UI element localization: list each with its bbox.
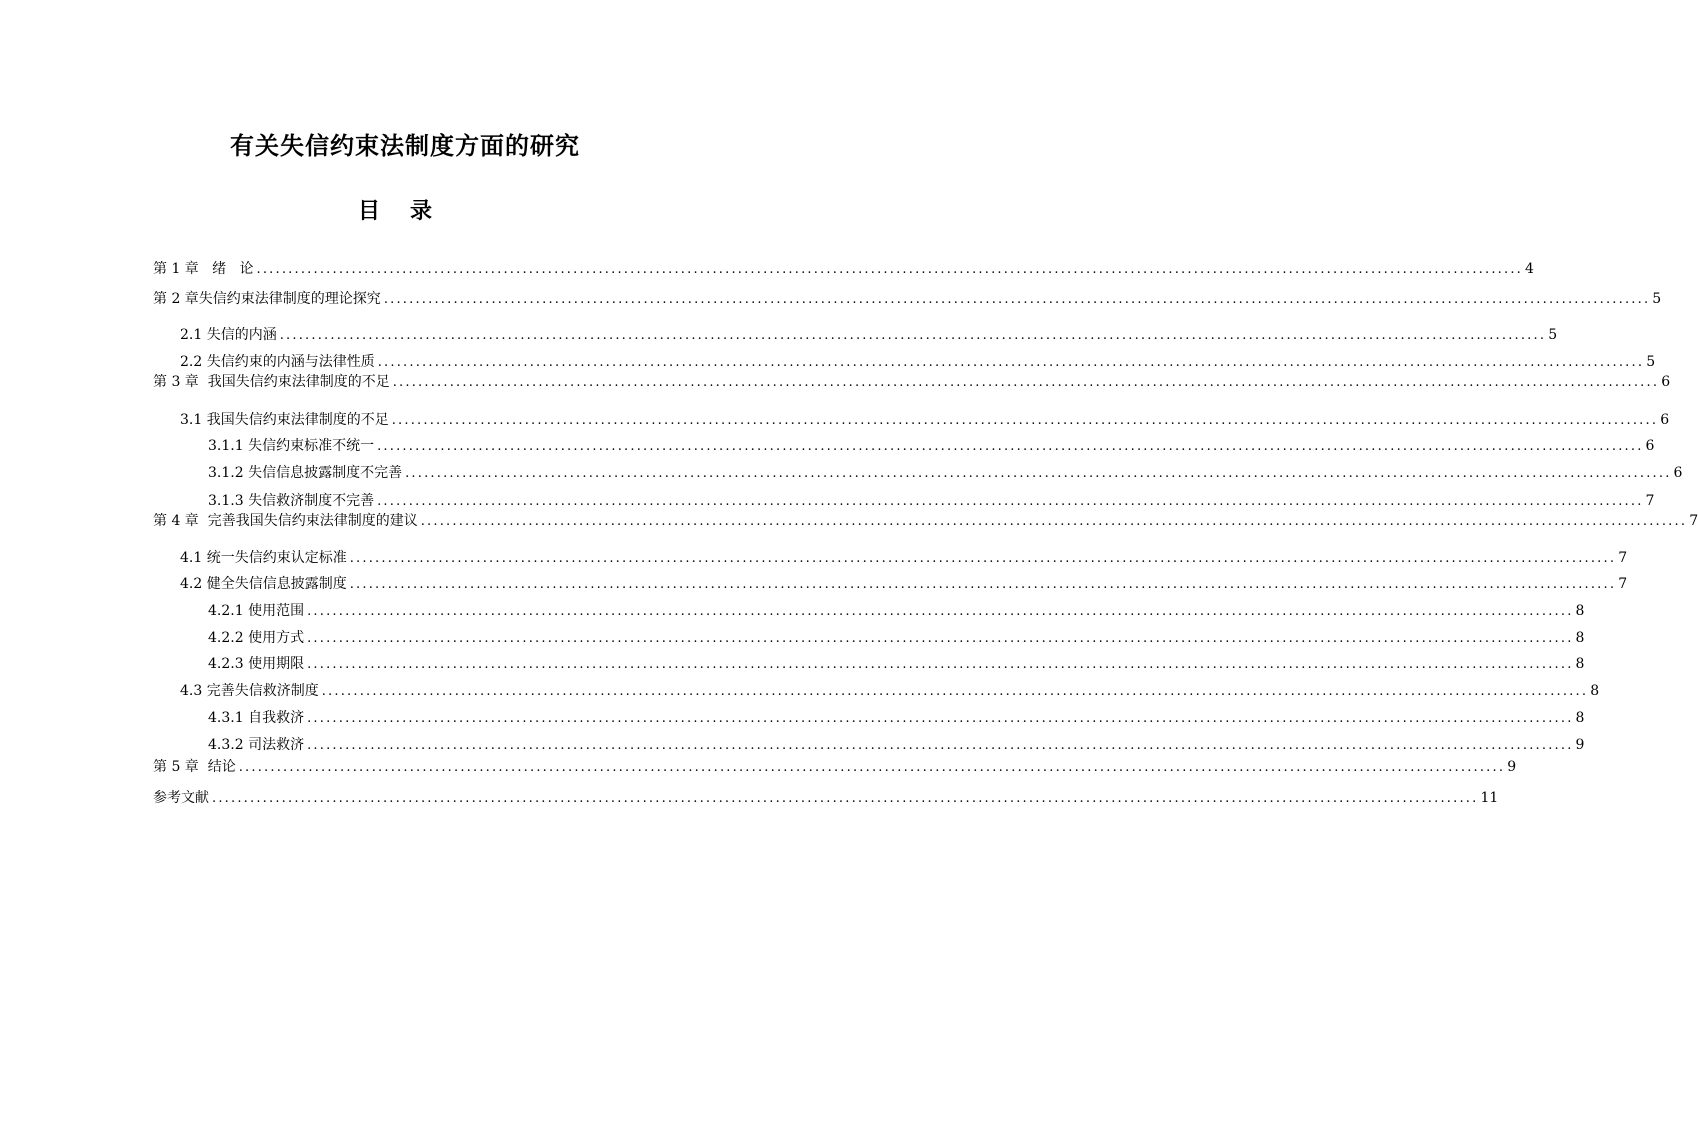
toc-entry-section-4-2[interactable]: [180, 573, 1628, 595]
toc-entry-title: 3.1.1 失信约束标准不统一: [208, 438, 375, 454]
toc-entry-section-2-2[interactable]: [180, 351, 1656, 373]
toc-entry-section-4-3[interactable]: [180, 680, 1600, 702]
toc-entry-chapter-3[interactable]: [153, 371, 1671, 393]
toc-entry-title: 3.1.2 失信信息披露制度不完善: [208, 465, 403, 481]
toc-entry-section-4-1[interactable]: [180, 547, 1628, 569]
toc-entry-page: 6: [1673, 465, 1683, 481]
toc-entry-page: 8: [1590, 683, 1600, 699]
toc-entry-page: 8: [1575, 656, 1585, 672]
toc-entry-title: 3.1.3 失信救济制度不完善: [208, 493, 375, 509]
table-of-contents: [153, 0, 1698, 1122]
dot-leader: ........................................................................................................................................................................................................: [377, 439, 1644, 454]
toc-entry-page: 7: [1689, 513, 1698, 529]
dot-leader: ........................................................................................................................................................................................................: [321, 684, 1589, 699]
dot-leader: ........................................................................................................................................................................................................: [307, 738, 1574, 753]
dot-leader: ........................................................................................................................................................................................................: [212, 791, 1479, 806]
toc-entry-subsection-4-3-2[interactable]: [208, 734, 1585, 756]
toc-entry-subsection-3-1-1[interactable]: [208, 435, 1655, 457]
toc-entry-title: 参考文献: [153, 790, 209, 806]
toc-entry-title: 4.2 健全失信信息披露制度: [180, 576, 347, 592]
toc-entry-page: 6: [1660, 412, 1670, 428]
toc-entry-page: 7: [1645, 493, 1655, 509]
dot-leader: ........................................................................................................................................................................................................: [307, 631, 1574, 646]
toc-entry-section-3-1[interactable]: [180, 409, 1670, 431]
toc-entry-title: 第 5 章 结论: [153, 759, 236, 775]
toc-entry-title: 第 2 章失信约束法律制度的理论探究: [153, 291, 381, 307]
toc-entry-subsection-4-2-2[interactable]: [208, 627, 1585, 649]
dot-leader: ........................................................................................................................................................................................................: [391, 413, 1659, 428]
toc-entry-page: 7: [1618, 576, 1628, 592]
toc-entry-title: 4.1 统一失信约束认定标准: [180, 550, 347, 566]
toc-entry-page: 8: [1575, 630, 1585, 646]
toc-entry-page: 7: [1618, 550, 1628, 566]
dot-leader: ........................................................................................................................................................................................................: [405, 466, 1672, 481]
toc-entry-title: 第 3 章 我国失信约束法律制度的不足: [153, 374, 390, 390]
dot-leader: ........................................................................................................................................................................................................: [383, 292, 1651, 307]
toc-entry-subsection-3-1-2[interactable]: [208, 462, 1683, 484]
toc-entry-title: 4.3.2 司法救济: [208, 737, 305, 753]
toc-entry-chapter-2[interactable]: [153, 288, 1662, 310]
toc-entry-title: 4.3.1 自我救济: [208, 710, 305, 726]
dot-leader: ........................................................................................................................................................................................................: [392, 375, 1660, 390]
document-title: 有关失信约束法制度方面的研究: [230, 132, 580, 160]
dot-leader: ........................................................................................................................................................................................................: [349, 551, 1617, 566]
toc-entry-references[interactable]: [153, 787, 1499, 809]
dot-leader: ........................................................................................................................................................................................................: [279, 328, 1547, 343]
toc-entry-page: 8: [1575, 710, 1585, 726]
toc-entry-subsection-3-1-3[interactable]: [208, 490, 1655, 512]
toc-entry-page: 9: [1575, 737, 1585, 753]
dot-leader: ........................................................................................................................................................................................................: [256, 262, 1523, 277]
toc-entry-page: 5: [1652, 291, 1662, 307]
dot-leader: ........................................................................................................................................................................................................: [377, 355, 1645, 370]
toc-entry-page: 4: [1524, 261, 1534, 277]
toc-entry-subsection-4-2-3[interactable]: [208, 653, 1585, 675]
toc-entry-page: 8: [1575, 603, 1585, 619]
toc-entry-chapter-4[interactable]: [153, 510, 1698, 532]
toc-heading-right: 录: [410, 199, 433, 224]
dot-leader: ........................................................................................................................................................................................................: [349, 577, 1617, 592]
toc-entry-title: 3.1 我国失信约束法律制度的不足: [180, 412, 389, 428]
toc-entry-section-2-1[interactable]: [180, 324, 1558, 346]
toc-entry-page: 5: [1548, 327, 1558, 343]
toc-entry-page: 9: [1507, 759, 1517, 775]
toc-entry-chapter-5[interactable]: [153, 756, 1517, 778]
toc-entry-title: 2.1 失信的内涵: [180, 327, 277, 343]
toc-entry-title: 第 1 章 绪 论: [153, 261, 254, 277]
toc-entry-title: 4.2.1 使用范围: [208, 603, 305, 619]
toc-entry-page: 6: [1645, 438, 1655, 454]
toc-entry-page: 11: [1480, 790, 1499, 806]
dot-leader: ........................................................................................................................................................................................................: [420, 514, 1688, 529]
toc-entry-subsection-4-2-1[interactable]: [208, 600, 1585, 622]
toc-entry-title: 2.2 失信约束的内涵与法律性质: [180, 354, 375, 370]
dot-leader: ........................................................................................................................................................................................................: [307, 657, 1574, 672]
dot-leader: ........................................................................................................................................................................................................: [238, 760, 1506, 775]
toc-entry-chapter-1[interactable]: [153, 258, 1534, 280]
dot-leader: ........................................................................................................................................................................................................: [377, 494, 1644, 509]
dot-leader: ........................................................................................................................................................................................................: [307, 711, 1574, 726]
toc-entry-page: 5: [1646, 354, 1656, 370]
toc-entry-page: 6: [1661, 374, 1671, 390]
toc-entry-title: 4.2.3 使用期限: [208, 656, 305, 672]
toc-entry-title: 第 4 章 完善我国失信约束法律制度的建议: [153, 513, 418, 529]
toc-heading-left: 目: [357, 199, 380, 224]
toc-entry-title: 4.3 完善失信救济制度: [180, 683, 319, 699]
dot-leader: ........................................................................................................................................................................................................: [307, 604, 1574, 619]
toc-entry-title: 4.2.2 使用方式: [208, 630, 305, 646]
toc-entry-subsection-4-3-1[interactable]: [208, 707, 1585, 729]
